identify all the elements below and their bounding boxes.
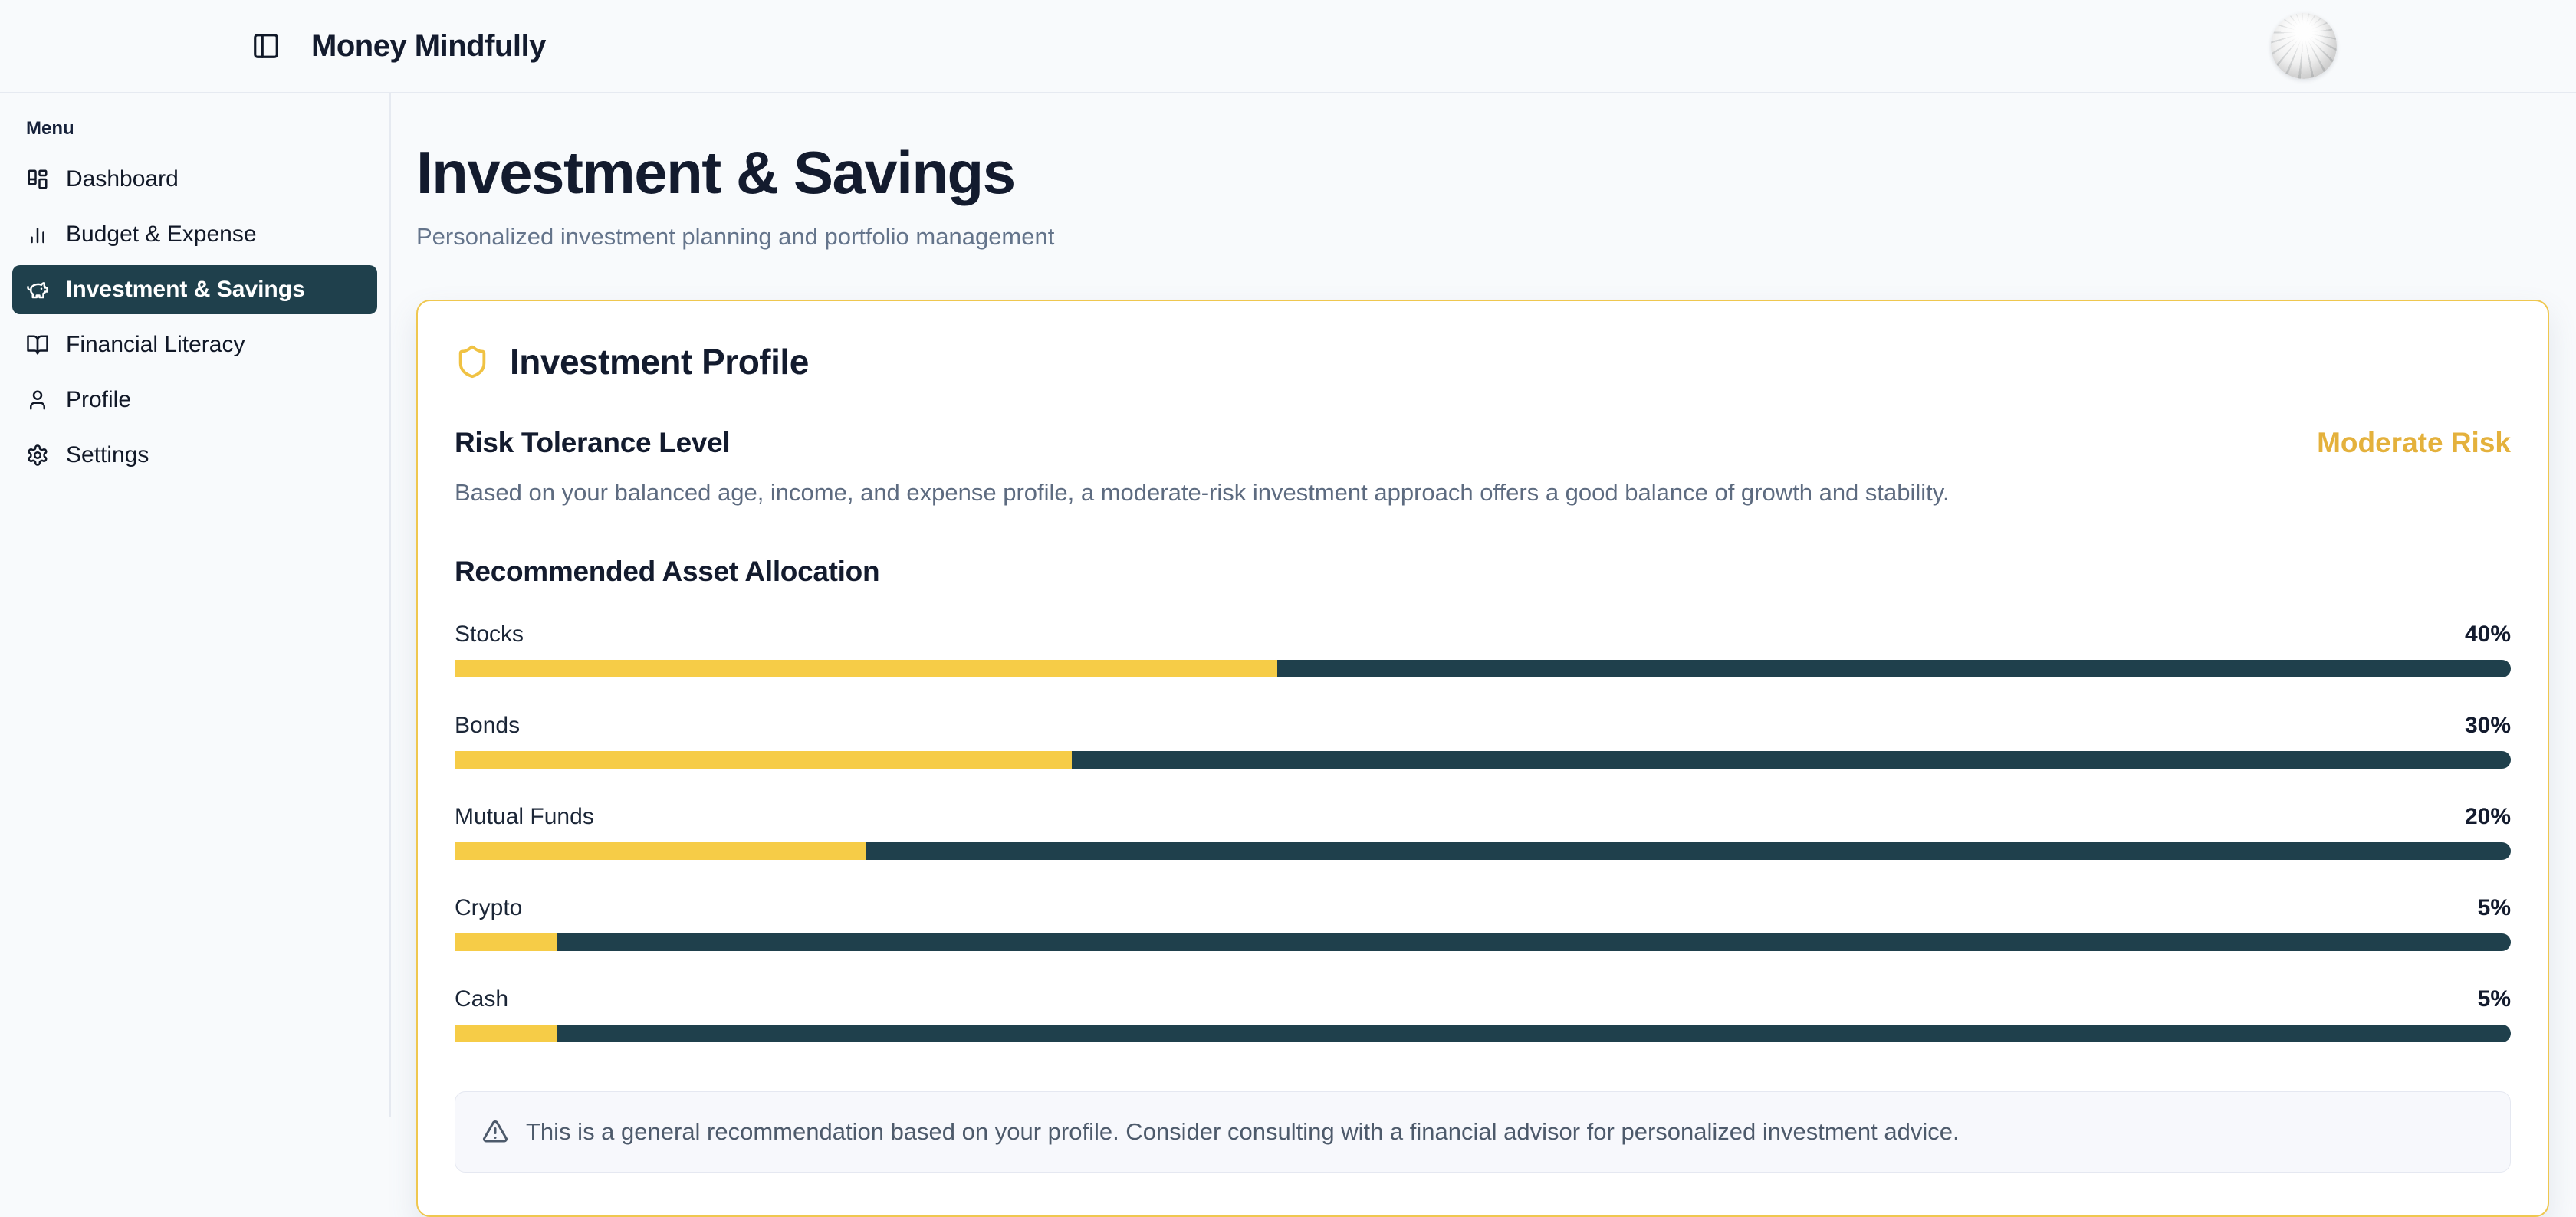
allocation-label: Mutual Funds	[455, 804, 594, 829]
allocation-row-header	[455, 986, 2511, 1012]
allocation-row	[455, 895, 2511, 951]
risk-tolerance-heading: Risk Tolerance Level	[455, 427, 731, 458]
allocation-bar-fill	[455, 933, 557, 951]
piggy-bank-icon	[26, 278, 49, 301]
allocation-percent: 40%	[2464, 622, 2511, 647]
sidebar-item-budget-expense[interactable]	[12, 210, 377, 259]
gear-icon	[26, 444, 49, 467]
sidebar-item-label: Settings	[66, 442, 150, 467]
investment-profile-card	[416, 300, 2549, 1217]
main-content	[391, 93, 2576, 1145]
risk-tolerance-row	[455, 427, 2511, 459]
user-icon	[26, 389, 49, 412]
allocation-bar-fill	[455, 1025, 557, 1042]
allocation-heading: Recommended Asset Allocation	[455, 556, 880, 587]
allocation-row	[455, 986, 2511, 1042]
allocation-row-header	[455, 713, 2511, 739]
allocation-label: Cash	[455, 986, 509, 1012]
allocation-bar-track	[455, 842, 2511, 860]
bar-chart-icon	[26, 223, 49, 246]
allocation-row	[455, 622, 2511, 677]
page-title: Investment & Savings	[416, 139, 1015, 206]
allocation-label: Bonds	[455, 713, 521, 738]
sidebar-item-financial-literacy[interactable]	[12, 320, 377, 369]
allocation-row	[455, 713, 2511, 769]
sidebar-item-investment-savings[interactable]	[12, 265, 377, 314]
advisory-note-text: This is a general recommendation based on your profile. Consider consulting with a financial advisor for personalized investment advice.	[526, 1118, 1960, 1145]
sidebar-item-settings[interactable]	[12, 431, 377, 480]
risk-level-badge: Moderate Risk	[2317, 427, 2511, 458]
advisory-note	[455, 1091, 2511, 1173]
allocation-bar-fill	[455, 842, 866, 860]
dashboard-icon	[26, 168, 49, 191]
app-header	[0, 0, 2576, 93]
allocation-percent: 5%	[2477, 986, 2511, 1012]
allocation-bar-fill	[455, 660, 1277, 677]
allocation-label: Crypto	[455, 895, 523, 920]
app-title: Money Mindfully	[311, 28, 546, 63]
card-header	[455, 341, 2511, 382]
panel-left-icon	[251, 31, 281, 61]
sidebar-item-label: Investment & Savings	[66, 277, 305, 302]
warning-triangle-icon	[481, 1118, 509, 1146]
shield-icon	[455, 344, 490, 379]
allocation-row-header	[455, 804, 2511, 830]
book-open-icon	[26, 333, 49, 356]
allocation-bar-track	[455, 933, 2511, 951]
sidebar-item-dashboard[interactable]	[12, 155, 377, 204]
menu-section-label: Menu	[26, 118, 74, 139]
sidebar-toggle-button[interactable]	[250, 30, 282, 62]
allocation-row	[455, 804, 2511, 860]
allocation-bar-track	[455, 751, 2511, 769]
allocation-percent: 20%	[2464, 804, 2511, 829]
risk-description: Based on your balanced age, income, and expense profile, a moderate-risk investment approach offers a good balance of growth and stability.	[455, 479, 1950, 506]
allocation-label: Stocks	[455, 622, 524, 647]
sidebar-item-profile[interactable]	[12, 376, 377, 425]
allocation-bar-fill	[455, 751, 1072, 769]
allocation-percent: 5%	[2477, 895, 2511, 920]
sidebar-item-label: Profile	[66, 387, 132, 412]
allocation-bar-track	[455, 660, 2511, 677]
user-avatar[interactable]	[2271, 13, 2337, 79]
allocation-row-header	[455, 622, 2511, 648]
allocation-row-header	[455, 895, 2511, 921]
sidebar-item-label: Financial Literacy	[66, 332, 245, 357]
sidebar-item-label: Dashboard	[66, 166, 179, 192]
sidebar-item-label: Budget & Expense	[66, 221, 257, 247]
sidebar-nav-list	[12, 155, 377, 480]
page-subtitle: Personalized investment planning and portfolio management	[416, 223, 1055, 250]
sidebar	[0, 93, 391, 1117]
allocation-percent: 30%	[2464, 713, 2511, 738]
card-title: Investment Profile	[510, 342, 809, 382]
allocation-bar-track	[455, 1025, 2511, 1042]
allocation-list	[455, 622, 2511, 1042]
